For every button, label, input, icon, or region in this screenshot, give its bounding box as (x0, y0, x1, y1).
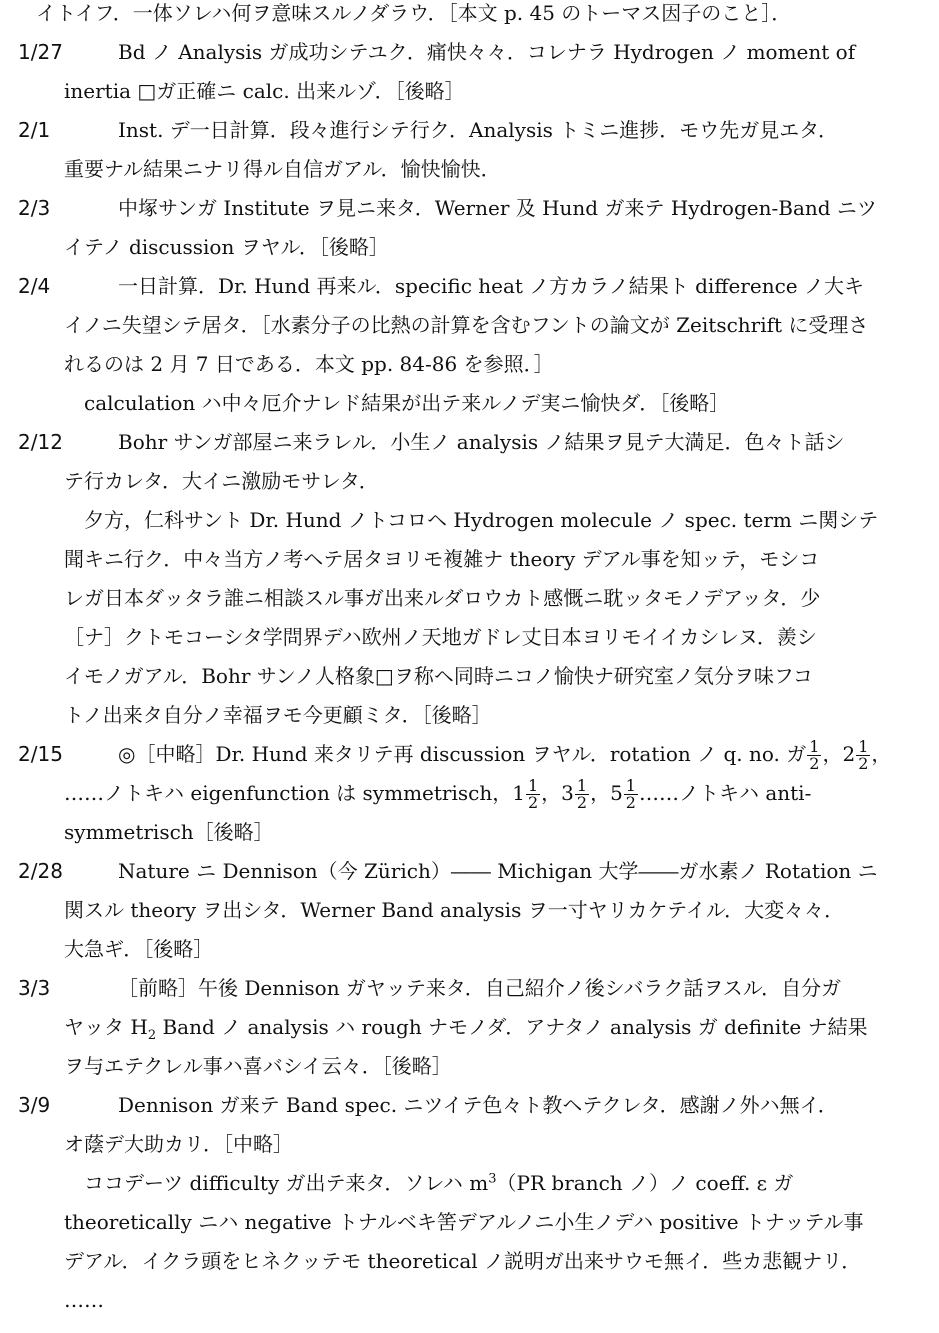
fraction (624, 778, 638, 811)
entry-date: 2/4 (18, 274, 51, 298)
fraction-numerator: 1 (858, 737, 869, 756)
entry-line: ……ノトキハ eigenfunction は symmetrisch，1 $\frac{1}{2}$ ，3 $\frac{1}{2}$ ，5 $\frac{1}{2}$ ……ノトキハ anti- (64, 776, 812, 812)
entry-date: 3/9 (18, 1093, 51, 1117)
diary-entry (18, 33, 911, 111)
line-text: ココデーツ difficulty ガ出テ来タ．ソレハ m (84, 1171, 489, 1195)
entry-line: イモノガアル．Bohr サンノ人格象□ヲ称ヘ同時ニコノ愉快ナ研究室ノ気分ヲ味フコ (64, 664, 813, 688)
diary-entry (18, 1086, 911, 1320)
diary-entry (18, 969, 911, 1086)
subscript: 2 (147, 1028, 157, 1043)
entry-line: 重要ナル結果ニナリ得ル自信ガアル．愉快愉快． (64, 157, 501, 181)
entry-date: 2/3 (18, 196, 51, 220)
entry-line: 夕方，仁科サント Dr. Hund ノトコロヘ Hydrogen molecule ノ spec. term ニ関シテ (84, 508, 879, 532)
entry-line: イノニ失望シテ居タ．［水素分子の比熱の計算を含むフントの論文が Zeitschrift に受理さ (64, 313, 869, 337)
fraction-numerator: 1 (809, 737, 820, 756)
diary-entry (18, 267, 911, 423)
entry-line: calculation ハ中々厄介ナレド結果が出テ来ルノデ実ニ愉快ダ．［後略］ (84, 391, 730, 415)
fraction (807, 739, 821, 772)
fraction-denominator: 2 (809, 754, 820, 773)
entry-line: inertia □ガ正確ニ calc. 出来ルゾ．［後略］ (64, 79, 465, 103)
entry-date: 2/12 (18, 430, 63, 454)
entry-line: イテノ discussion ヲヤル．［後略］ (64, 235, 389, 259)
fraction-numerator: 1 (576, 776, 588, 795)
entry-line: 聞キニ行ク．中々当方ノ考ヘテ居タヨリモ複雑ナ theory デアル事を知ッテ，モシコ (64, 547, 820, 571)
diary-entry (18, 735, 911, 852)
entry-line: ヲ与エテクレル事ハ喜バシイ云々．［後略］ (64, 1054, 452, 1078)
line-text: ……ノトキハ anti- (638, 781, 812, 805)
entry-line: テ行カレタ．大イニ激励モサレタ． (64, 469, 379, 493)
entry-line: symmetrisch［後略］ (64, 820, 274, 844)
entry-line: れるのは 2 月 7 日である．本文 pp. 84-86 を参照．］ (64, 352, 554, 376)
entry-line: theoretically ニハ negative トナルベキ筈デアルノニ小生ノデハ positive トナッテル事 (64, 1210, 864, 1234)
line-text: ヤッタ H (64, 1015, 148, 1039)
fraction-denominator: 2 (858, 754, 869, 773)
line-text: ◎［中略］Dr. Hund 来タリテ再 discussion ヲヤル．rotation ノ q. no. ガ (118, 742, 807, 766)
entry-date: 1/27 (18, 40, 63, 64)
entry-line: 関スル theory ヲ出シタ．Werner Band analysis ヲ一寸ヤリカケテイル．大変々々． (64, 898, 845, 922)
entry-date: 2/28 (18, 859, 63, 883)
entry-line: Bohr サンガ部屋ニ来ラレル．小生ノ analysis ノ結果ヲ見テ大満足．色々ト話シ (118, 430, 845, 454)
entry-line: ◎［中略］Dr. Hund 来タリテ再 discussion ヲヤル．rotation ノ q. no. ガ $\frac{1}{2}$ ，2 $\frac{1}{2}$ ， (118, 737, 892, 773)
entry-line: トノ出来タ自分ノ幸福ヲモ今更顧ミタ．［後略］ (64, 703, 492, 727)
superscript: 3 (488, 1171, 497, 1187)
entry-line (64, 1164, 911, 1203)
fraction-whole: 5 (610, 781, 623, 805)
fraction (575, 778, 589, 811)
diary-entry (18, 189, 911, 267)
line-text: （PR branch ノ）ノ coeff. ε ガ (496, 1171, 794, 1195)
diary-entry (18, 852, 911, 969)
entry-line: デアル．イクラ頭をヒネクッテモ theoretical ノ説明ガ出来サウモ無イ．些カ悲観ナリ． (64, 1249, 862, 1273)
entry-line (64, 1008, 911, 1047)
entry-date: 2/1 (18, 118, 51, 142)
entry-line: Bd ノ Analysis ガ成功シテユク．痛快々々．コレナラ Hydrogen ノ moment of (118, 40, 856, 64)
fraction-numerator: 1 (625, 776, 636, 795)
fraction (856, 739, 870, 772)
entry-line: 一日計算．Dr. Hund 再来ル．specific heat ノ方カラノ結果ト difference ノ大キ (118, 274, 864, 298)
entry-line: ［前略］午後 Dennison ガヤッテ来タ．自己紹介ノ後シバラク話ヲスル．自分ガ (118, 976, 842, 1000)
fraction-numerator: 1 (527, 776, 539, 795)
fraction (526, 778, 540, 811)
entry-date: 2/15 (18, 742, 63, 766)
fraction-whole: 3 (561, 781, 574, 805)
entry-line: Inst. デ一日計算．段々進行シテ行ク．Analysis トミニ進捗．モウ先ガ見エタ． (118, 118, 839, 142)
fraction-denominator: 2 (576, 793, 588, 812)
entry-line: オ蔭デ大助カリ．［中略］ (64, 1132, 293, 1156)
fraction-denominator: 2 (625, 793, 636, 812)
line-text: ……ノトキハ eigenfunction は symmetrisch， (64, 781, 513, 805)
entry-line: レガ日本ダッタラ誰ニ相談スル事ガ出来ルダロウカト感慨ニ耽ッタモノデアッタ．少 (64, 586, 821, 610)
line-text: Band ノ analysis ハ rough ナモノダ．アナタノ analysis ガ definite ナ結果 (156, 1015, 868, 1039)
diary-entry (18, 111, 911, 189)
entry-line: 中塚サンガ Institute ヲ見ニ来タ．Werner 及 Hund ガ来テ Hydrogen-Band ニツ (118, 196, 877, 220)
fraction-denominator: 2 (527, 793, 539, 812)
continued-line: イトイフ．一体ソレハ何ヲ意味スルノダラウ．［本文 p. 45 のトーマス因子のこと］． (36, 1, 792, 25)
entry-date: 3/3 (18, 976, 51, 1000)
entry-line: Dennison ガ来テ Band spec. ニツイテ色々ト教ヘテクレタ．感謝ノ外ハ無イ． (118, 1093, 838, 1117)
diary-entry (18, 423, 911, 735)
entry-line: ［ナ］クトモコーシタ学問界デハ欧州ノ天地ガドレ丈日本ヨリモイイカシレヌ．羨シ (64, 625, 817, 649)
entry-line: 大急ギ．［後略］ (64, 937, 214, 961)
entry-line: Nature ニ Dennison（今 Zürich）―― Michigan 大学――ガ水素ノ Rotation ニ (118, 859, 878, 883)
entry-line: …… (64, 1288, 104, 1312)
